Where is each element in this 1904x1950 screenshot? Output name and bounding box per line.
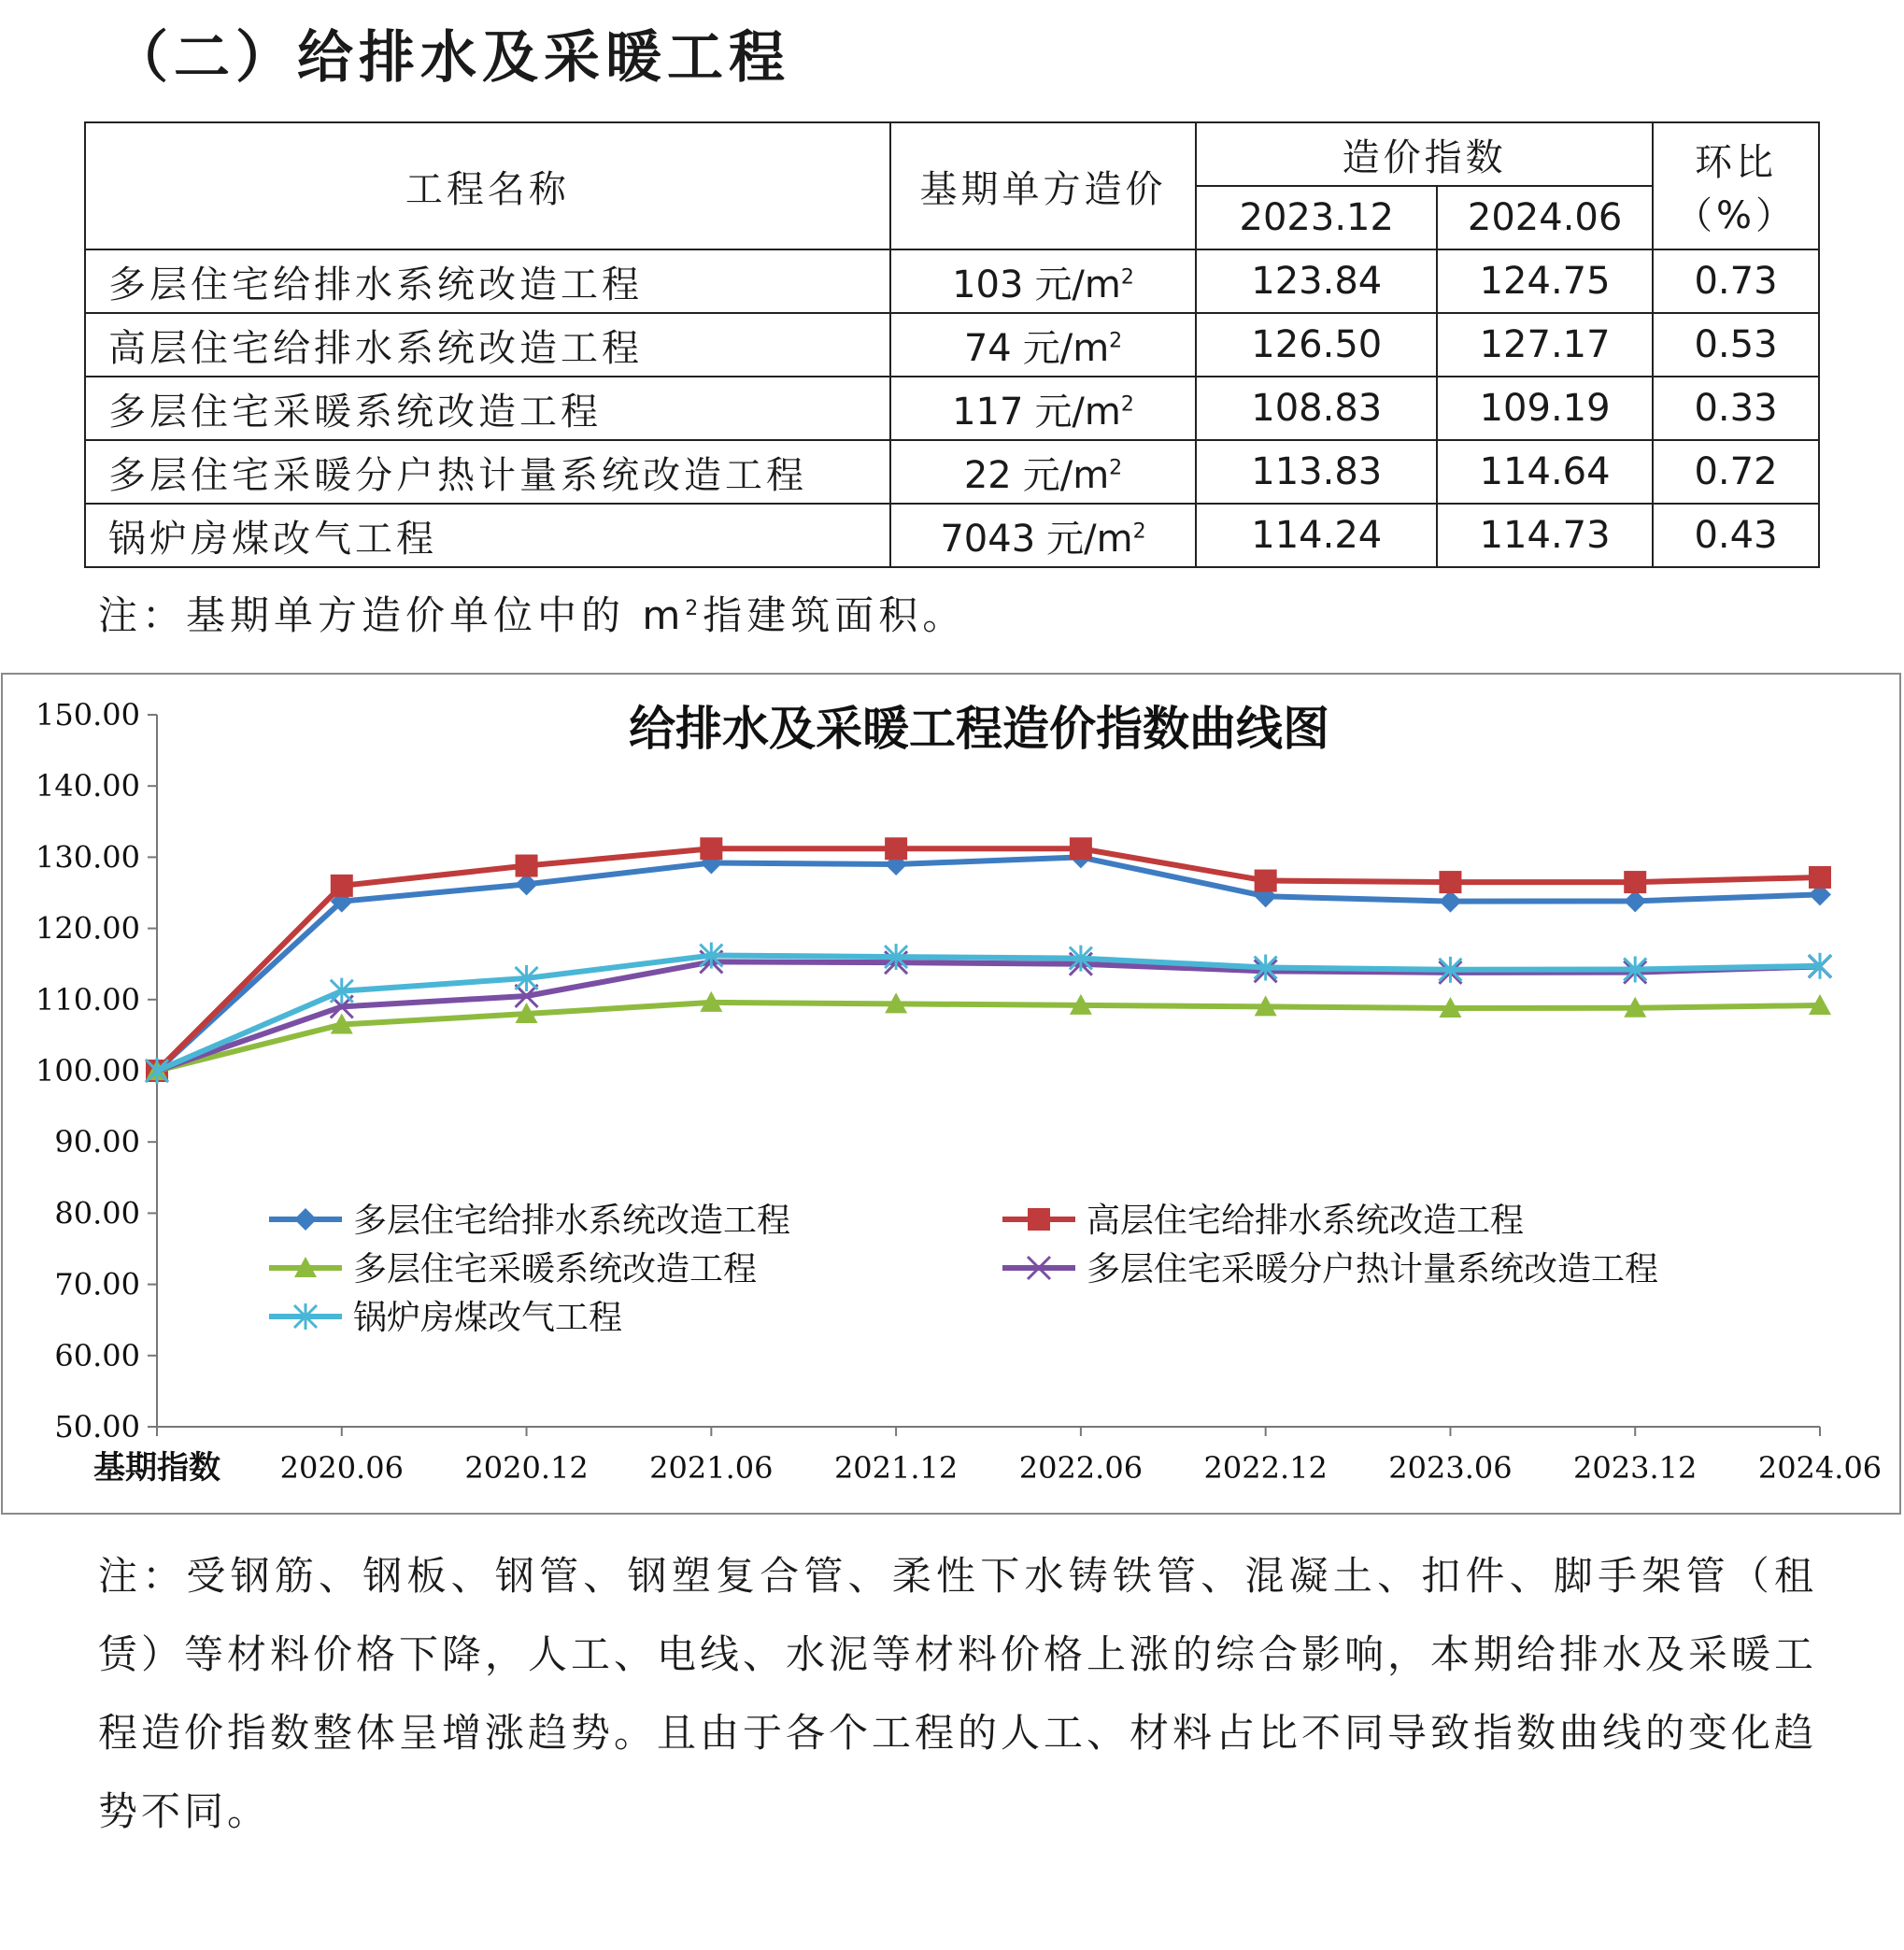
- table-row: [85, 313, 1819, 377]
- chart-note: 注：受钢筋、钢板、钢管、钢塑复合管、柔性下水铸铁管、混凝土、扣件、脚手架管（租赁）等材料价格下降，人工、电线、水泥等材料价格上涨的综合影响，本期给排水及采暖工程造价指数整体呈增涨趋势。且由于各个工程的人工、材料占比不同导致指数曲线的变化趋势不同。: [98, 1553, 1818, 1834]
- cell-index-2023-12: 123.84: [1196, 249, 1437, 313]
- base-price-unit-sup: 2: [1109, 329, 1123, 353]
- data-point: [1439, 890, 1461, 913]
- data-point: [516, 855, 538, 877]
- legend-label: 高层住宅给排水系统改造工程: [1087, 1202, 1525, 1240]
- x-tick-label: 基期指数: [93, 1449, 220, 1487]
- cell-project-name: 锅炉房煤改气工程: [85, 504, 890, 567]
- x-tick-label: 2020.06: [279, 1450, 404, 1486]
- base-price-unit-sup: 2: [1120, 392, 1134, 417]
- base-price-unit-sup: 2: [1132, 520, 1146, 544]
- header-ratio-line1: 环比: [1695, 141, 1778, 184]
- chart-title: 给排水及采暖工程造价指数曲线图: [629, 702, 1329, 756]
- y-tick-label: 50.00: [54, 1409, 140, 1445]
- y-tick-label: 100.00: [36, 1053, 140, 1089]
- cell-index-2023-12: 126.50: [1196, 313, 1437, 377]
- table-row: [85, 504, 1819, 567]
- x-tick-label: 2023.12: [1573, 1450, 1698, 1486]
- header-project-name: 工程名称: [85, 122, 890, 249]
- data-point: [1070, 837, 1092, 860]
- series-line: [157, 1003, 1820, 1071]
- data-point: [1255, 870, 1277, 892]
- header-cost-index: 造价指数: [1196, 122, 1653, 186]
- header-base-price: 基期单方造价: [890, 122, 1197, 249]
- legend-label: 多层住宅采暖系统改造工程: [353, 1250, 758, 1288]
- header-ratio-line2: （%）: [1675, 194, 1797, 237]
- base-price-unit: 元/m: [1022, 326, 1110, 370]
- cell-index-2024-06: 114.73: [1437, 504, 1653, 567]
- cell-index-2024-06: 109.19: [1437, 377, 1653, 440]
- base-price-unit: 元/m: [1022, 453, 1110, 497]
- data-point: [885, 837, 907, 860]
- legend-entry: [269, 1299, 622, 1337]
- data-point: [700, 837, 722, 860]
- y-tick-label: 110.00: [36, 981, 140, 1018]
- legend-label: 多层住宅采暖分户热计量系统改造工程: [1087, 1250, 1659, 1288]
- base-price-unit-sup: 2: [1109, 456, 1123, 480]
- cell-index-2023-12: 113.83: [1196, 440, 1437, 504]
- table-row: [85, 440, 1819, 504]
- x-tick-label: 2022.12: [1203, 1450, 1328, 1486]
- base-price-unit: 元/m: [1046, 517, 1133, 561]
- cell-base-price: [890, 440, 1197, 504]
- data-point: [1624, 871, 1646, 893]
- y-tick-label: 140.00: [36, 768, 140, 804]
- header-period-2024-06: 2024.06: [1437, 186, 1653, 249]
- cell-base-price: [890, 249, 1197, 313]
- base-price-unit-sup: 2: [1120, 265, 1134, 290]
- y-tick-label: 150.00: [36, 697, 140, 733]
- y-tick-label: 80.00: [54, 1195, 140, 1231]
- legend-marker: [1028, 1208, 1050, 1231]
- x-tick-label: 2020.12: [464, 1450, 589, 1486]
- x-tick-label: 2021.12: [833, 1450, 959, 1486]
- legend-label: 锅炉房煤改气工程: [353, 1299, 623, 1337]
- table-note-sup: 2: [685, 597, 703, 620]
- cell-ratio: 0.53: [1653, 313, 1819, 377]
- cell-index-2023-12: 114.24: [1196, 504, 1437, 567]
- cost-index-table: [84, 121, 1820, 568]
- x-tick-label: 2024.06: [1757, 1450, 1883, 1486]
- cost-index-line-chart: [3, 675, 1899, 1513]
- base-price-value: 103: [952, 263, 1024, 306]
- cell-project-name: 高层住宅给排水系统改造工程: [85, 313, 890, 377]
- legend-entry: [269, 1202, 790, 1240]
- cell-project-name: 多层住宅采暖系统改造工程: [85, 377, 890, 440]
- base-price-value: 7043: [940, 517, 1036, 561]
- x-tick-label: 2023.06: [1388, 1450, 1513, 1486]
- legend-entry: [1002, 1202, 1524, 1240]
- x-tick-label: 2021.06: [649, 1450, 774, 1486]
- legend-label: 多层住宅给排水系统改造工程: [353, 1202, 791, 1240]
- cell-base-price: [890, 377, 1197, 440]
- cell-base-price: [890, 313, 1197, 377]
- x-tick-label: 2022.06: [1018, 1450, 1144, 1486]
- table-row: [85, 377, 1819, 440]
- header-ratio: [1653, 122, 1819, 249]
- legend-entry: [1002, 1250, 1658, 1288]
- base-price-unit: 元/m: [1034, 390, 1121, 434]
- chart-container: [1, 673, 1901, 1515]
- cell-ratio: 0.43: [1653, 504, 1819, 567]
- base-price-value: 74: [963, 326, 1012, 370]
- base-price-value: 117: [952, 390, 1024, 434]
- table-note: [98, 585, 966, 641]
- base-price-unit: 元/m: [1034, 263, 1121, 306]
- table-note-prefix: 注：基期单方造价单位中的 m: [98, 592, 686, 638]
- cell-index-2024-06: 127.17: [1437, 313, 1653, 377]
- data-point: [1809, 866, 1831, 889]
- cell-base-price: [890, 504, 1197, 567]
- legend-marker: [294, 1208, 317, 1231]
- y-tick-label: 130.00: [36, 839, 140, 875]
- cell-index-2024-06: 114.64: [1437, 440, 1653, 504]
- cell-project-name: 多层住宅给排水系统改造工程: [85, 249, 890, 313]
- data-point: [1439, 871, 1461, 893]
- y-tick-label: 70.00: [54, 1266, 140, 1302]
- table-row: [85, 249, 1819, 313]
- cell-ratio: 0.73: [1653, 249, 1819, 313]
- cell-index-2024-06: 124.75: [1437, 249, 1653, 313]
- series-line: [157, 961, 1820, 1071]
- y-tick-label: 120.00: [36, 910, 140, 947]
- cell-ratio: 0.72: [1653, 440, 1819, 504]
- data-point: [331, 875, 353, 897]
- cell-project-name: 多层住宅采暖分户热计量系统改造工程: [85, 440, 890, 504]
- y-tick-label: 60.00: [54, 1337, 140, 1374]
- legend-entry: [269, 1250, 757, 1288]
- table-note-suffix: 指建筑面积。: [703, 592, 967, 638]
- cell-ratio: 0.33: [1653, 377, 1819, 440]
- header-period-2023-12: 2023.12: [1196, 186, 1437, 249]
- y-tick-label: 90.00: [54, 1124, 140, 1160]
- cell-index-2023-12: 108.83: [1196, 377, 1437, 440]
- section-title: （二）给排水及采暖工程: [112, 25, 790, 91]
- base-price-value: 22: [963, 453, 1012, 497]
